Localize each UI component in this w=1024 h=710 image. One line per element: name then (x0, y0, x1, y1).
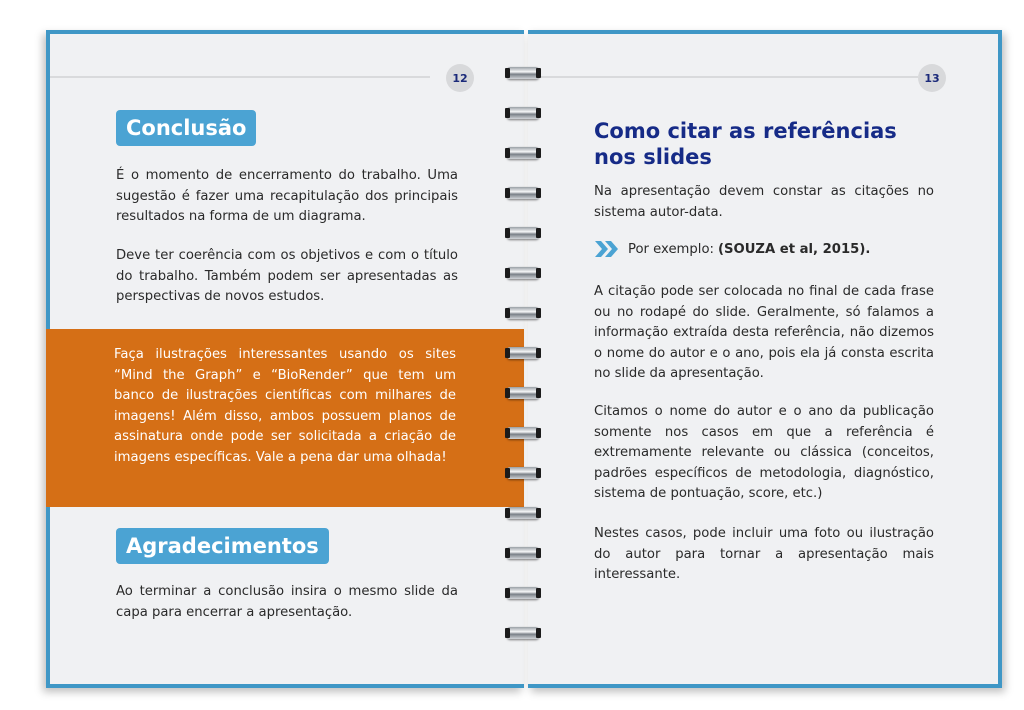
paragraph-3: Citamos o nome do autor e o ano da publicação somente nos casos em que a referência é extremamente relevante ou clássica (conceitos, padrões específicos de metodologia, diagnóstico, sistema de pontuação, score, etc.) (594, 404, 934, 501)
spiral-ring (503, 626, 543, 640)
conclusion-paragraph-1: É o momento de encerramento do trabalho. Uma sugestão é fazer uma recapitulação dos principais resultados na forma de um diagrama. (116, 168, 458, 224)
spiral-ring (503, 346, 543, 360)
example-label: Por exemplo: (628, 241, 714, 257)
conclusion-heading: Conclusão (116, 110, 256, 146)
spiral-ring (503, 386, 543, 400)
example-line (594, 240, 934, 258)
page-number-badge: 13 (918, 64, 946, 92)
spiral-ring (503, 66, 543, 80)
spiral-ring (503, 106, 543, 120)
left-page (46, 30, 524, 688)
spiral-ring (503, 506, 543, 520)
spiral-ring (503, 266, 543, 280)
spiral-ring (503, 186, 543, 200)
page-number-badge: 12 (446, 64, 474, 92)
paragraph-4: Nestes casos, pode incluir uma foto ou ilustração do autor para tornar a apresentação mais interessante. (594, 526, 934, 582)
spiral-ring (503, 426, 543, 440)
acknowledgments-heading: Agradecimentos (116, 528, 329, 564)
acknowledgments-paragraph: Ao terminar a conclusão insira o mesmo slide da capa para encerrar a apresentação. (116, 584, 458, 620)
header-rule (50, 76, 430, 78)
spiral-ring (503, 466, 543, 480)
spiral-ring (503, 146, 543, 160)
header-rule (538, 76, 918, 78)
conclusion-paragraph-2: Deve ter coerência com os objetivos e com o título do trabalho. Também podem ser apresentadas as perspectivas de novos estudos. (116, 248, 458, 304)
spiral-ring (503, 306, 543, 320)
paragraph-2: A citação pode ser colocada no final de cada frase ou no rodapé do slide. Geralmente, só falamos a informação extraída desta referência, não dizemos o nome do autor e o ano, pois ela já consta escrita no slide da apresentação. (594, 284, 934, 381)
spiral-ring (503, 546, 543, 560)
right-page (528, 30, 1002, 688)
double-chevron-right-icon (594, 240, 620, 258)
example-citation: (SOUZA et al, 2015). (717, 241, 871, 257)
paragraph-1: Na apresentação devem constar as citações no sistema autor-data. (594, 184, 934, 220)
spiral-ring (503, 586, 543, 600)
page-title: Como citar as referências nos slides (594, 119, 897, 169)
tip-box (46, 329, 524, 507)
tip-text: Faça ilustrações interessantes usando os sites “Mind the Graph” e “BioRender” que tem um banco de ilustrações científicas com milhares de imagens! Além disso, ambos possuem planos de assinatura onde pode ser solicitada a criação de imagens específicas. Vale a pena dar uma olhada! (114, 347, 456, 465)
spiral-ring (503, 226, 543, 240)
